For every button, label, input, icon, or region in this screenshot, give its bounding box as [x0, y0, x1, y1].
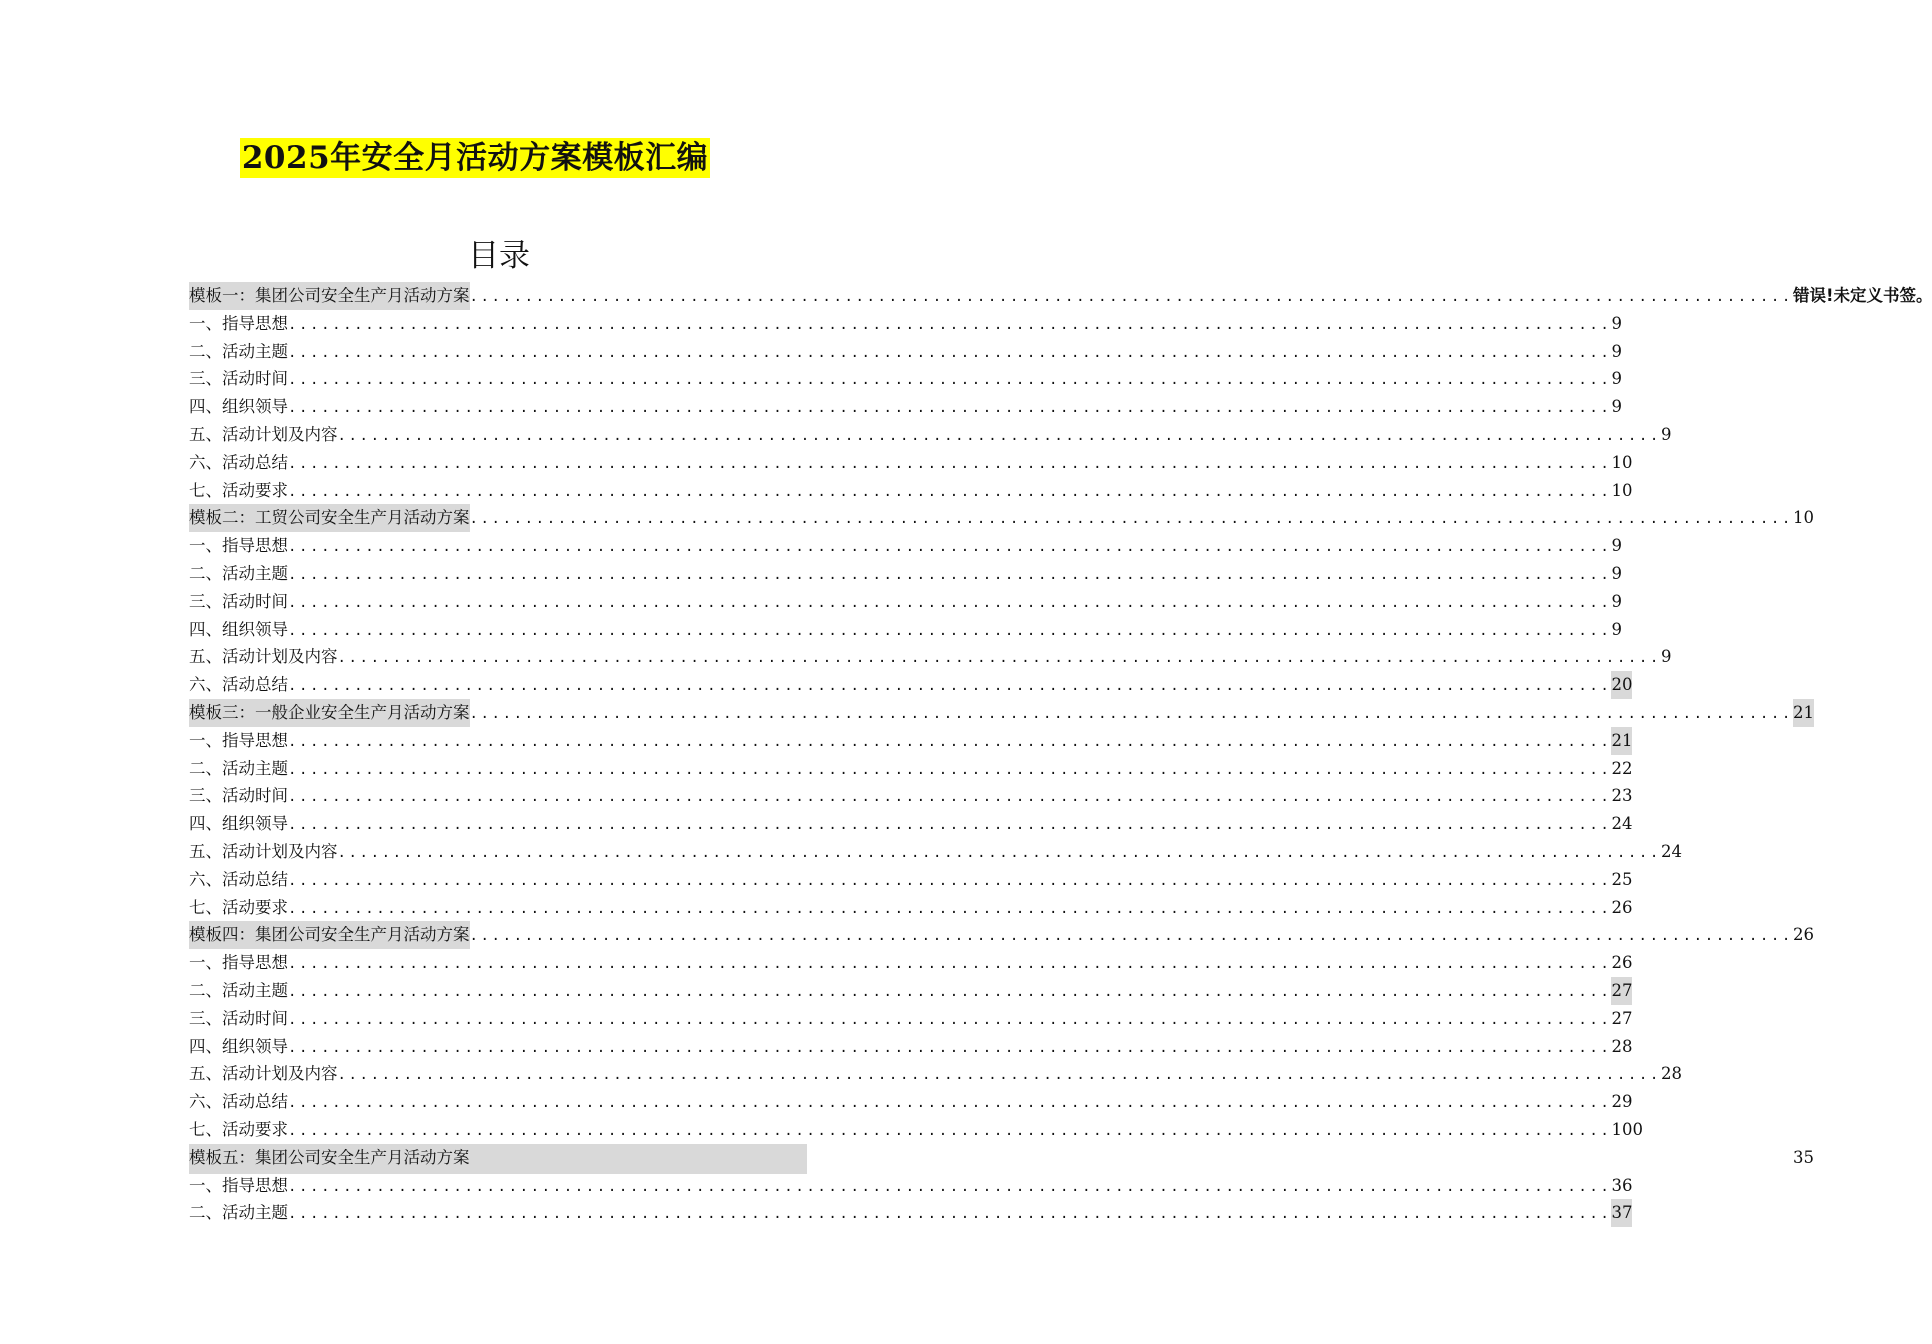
toc-section-entry[interactable]	[189, 282, 1932, 310]
toc-entry-page: 27	[1611, 1008, 1633, 1028]
toc-section-entry[interactable]	[189, 921, 1814, 949]
toc-entry[interactable]	[189, 1005, 1633, 1033]
toc-leader-dots: ........................................................................................................................	[288, 1095, 1612, 1112]
toc-entry-label: 模板二：工贸公司安全生产月活动方案	[189, 504, 470, 532]
toc-entry[interactable]	[189, 477, 1633, 505]
toc-entry-label: 模板四：集团公司安全生产月活动方案	[189, 921, 470, 949]
toc-entry[interactable]	[189, 560, 1622, 588]
toc-entry[interactable]	[189, 810, 1633, 838]
toc-entry-page: 37	[1611, 1199, 1632, 1227]
toc-leader-dots: ........................................................................................................................	[288, 1178, 1612, 1195]
toc-leader-dots	[470, 1146, 1793, 1174]
toc-leader-dots: ........................................................................................................................	[337, 1067, 1661, 1084]
toc-entry-page: 9	[1611, 619, 1622, 639]
toc-entry-label: 一、指导思想	[189, 536, 288, 556]
toc-leader-dots: ........................................................................................................................	[288, 1039, 1612, 1056]
toc-leader-dots: ........................................................................................................................	[288, 455, 1612, 472]
toc-entry-label: 五、活动计划及内容	[189, 841, 338, 861]
toc-entry-label: 三、活动时间	[189, 1008, 288, 1028]
toc-leader-dots: ........................................................................................................................	[469, 928, 1793, 945]
toc-leader-dots: ........................................................................................................................	[288, 622, 1612, 639]
toc-entry-page: 9	[1611, 591, 1622, 611]
toc-entry-label: 五、活动计划及内容	[189, 647, 338, 667]
toc-entry-page: 26	[1792, 925, 1814, 945]
toc-entry-label: 六、活动总结	[189, 869, 288, 889]
toc-entry[interactable]	[189, 393, 1622, 421]
toc-entry-page: 21	[1793, 699, 1814, 727]
toc-entry-label: 七、活动要求	[189, 1119, 288, 1139]
toc-leader-dots: ........................................................................................................................	[337, 844, 1661, 861]
toc-entry-page: 35	[1792, 1147, 1814, 1167]
toc-entry[interactable]	[189, 977, 1633, 1005]
toc-entry-page: 23	[1611, 786, 1633, 806]
toc-entry-page: 100	[1611, 1119, 1643, 1139]
toc-entry[interactable]	[189, 643, 1672, 671]
toc-leader-dots: ........................................................................................................................	[288, 566, 1612, 583]
toc-entry-page: 9	[1611, 563, 1622, 583]
toc-entry[interactable]	[189, 616, 1622, 644]
toc-leader-dots: ........................................................................................................................	[288, 761, 1612, 778]
toc-entry[interactable]	[189, 838, 1682, 866]
toc-entry-page: 28	[1660, 1064, 1682, 1084]
toc-entry[interactable]	[189, 1033, 1633, 1061]
toc-entry[interactable]	[189, 894, 1633, 922]
toc-entry-page: 27	[1611, 977, 1632, 1005]
toc-entry-label: 七、活动要求	[189, 897, 288, 917]
toc-entry[interactable]	[189, 1088, 1633, 1116]
toc-entry[interactable]	[189, 1172, 1633, 1200]
toc-entry-label: 一、指导思想	[189, 313, 288, 333]
table-of-contents	[189, 282, 1932, 1227]
toc-leader-dots: ........................................................................................................................	[288, 1011, 1612, 1028]
toc-entry[interactable]	[189, 338, 1622, 366]
toc-entry-page: 9	[1611, 397, 1622, 417]
toc-leader-dots: ........................................................................................................................	[288, 594, 1612, 611]
toc-entry[interactable]	[189, 671, 1633, 699]
toc-entry[interactable]	[189, 1116, 1643, 1144]
toc-section-entry[interactable]	[189, 504, 1814, 532]
toc-entry-label: 三、活动时间	[189, 786, 288, 806]
toc-entry-label: 模板五：集团公司安全生产月活动方案	[189, 1144, 470, 1172]
toc-entry-label: 一、指导思想	[189, 730, 288, 750]
toc-leader-dots: ........................................................................................................................	[337, 427, 1661, 444]
toc-entry[interactable]	[189, 532, 1622, 560]
toc-entry-page: 9	[1660, 424, 1672, 444]
toc-entry-label: 一、指导思想	[189, 1175, 288, 1195]
toc-entry-label: 四、组织领导	[189, 1036, 288, 1056]
toc-entry-page: 9	[1611, 369, 1622, 389]
toc-entry-label: 二、活动主题	[189, 758, 288, 778]
toc-leader-dots: ........................................................................................................................	[288, 344, 1612, 361]
toc-entry[interactable]	[189, 949, 1633, 977]
document-title: 2025年安全月活动方案模板汇编	[241, 140, 709, 176]
toc-leader-dots: ........................................................................................................................	[288, 817, 1612, 834]
toc-entry-page: 9	[1611, 341, 1622, 361]
toc-entry-label: 三、活动时间	[189, 591, 288, 611]
toc-entry-page: 26	[1611, 897, 1633, 917]
toc-leader-dots: ........................................................................................................................	[469, 511, 1793, 528]
toc-leader-dots: ........................................................................................................................	[288, 678, 1612, 695]
toc-section-entry[interactable]	[189, 1144, 1814, 1172]
toc-leader-dots: ........................................................................................................................	[288, 872, 1612, 889]
toc-entry-label: 二、活动主题	[189, 980, 288, 1000]
document-title-container	[0, 138, 950, 178]
toc-entry[interactable]	[189, 310, 1622, 338]
toc-leader-dots: ........................................................................................................................	[288, 400, 1612, 417]
toc-entry-label: 六、活动总结	[189, 1092, 288, 1112]
toc-entry-page: 29	[1611, 1092, 1633, 1112]
toc-entry[interactable]	[189, 1199, 1633, 1227]
toc-entry[interactable]	[189, 421, 1672, 449]
toc-entry[interactable]	[189, 866, 1633, 894]
toc-entry-page: 错误!未定义书签。	[1792, 286, 1932, 305]
toc-entry-label: 模板三：一般企业安全生产月活动方案	[189, 699, 470, 727]
toc-entry-page: 20	[1611, 671, 1632, 699]
toc-entry-label: 四、组织领导	[189, 619, 288, 639]
toc-leader-dots: ........................................................................................................................	[288, 733, 1612, 750]
toc-leader-dots: ........................................................................................................................	[288, 900, 1612, 917]
toc-entry[interactable]	[189, 588, 1622, 616]
toc-entry-label: 二、活动主题	[189, 1203, 288, 1223]
toc-leader-dots: ........................................................................................................................	[288, 956, 1612, 973]
toc-leader-dots: ........................................................................................................................	[288, 1122, 1612, 1139]
toc-entry-page: 10	[1611, 480, 1633, 500]
toc-entry-page: 9	[1660, 647, 1672, 667]
toc-leader-dots: ........................................................................................................................	[288, 1206, 1612, 1223]
toc-entry[interactable]	[189, 782, 1633, 810]
toc-entry-label: 四、组织领导	[189, 814, 288, 834]
toc-entry-page: 9	[1611, 536, 1622, 556]
toc-entry-page: 24	[1660, 841, 1682, 861]
toc-entry-page: 24	[1611, 814, 1633, 834]
toc-entry-page: 26	[1611, 953, 1633, 973]
toc-entry-label: 二、活动主题	[189, 563, 288, 583]
toc-section-entry[interactable]	[189, 699, 1814, 727]
toc-leader-dots: ........................................................................................................................	[469, 705, 1793, 722]
toc-entry-label: 六、活动总结	[189, 452, 288, 472]
toc-entry-page: 10	[1611, 452, 1633, 472]
toc-entry-page: 25	[1611, 869, 1633, 889]
toc-heading: 目录	[468, 238, 530, 274]
toc-leader-dots: ........................................................................................................................	[288, 983, 1612, 1000]
toc-entry-page: 36	[1611, 1175, 1633, 1195]
toc-leader-dots: ........................................................................................................................	[469, 289, 1793, 305]
toc-entry-label: 四、组织领导	[189, 397, 288, 417]
toc-entry-page: 22	[1611, 758, 1633, 778]
toc-entry-page: 10	[1792, 508, 1814, 528]
toc-leader-dots: ........................................................................................................................	[337, 650, 1661, 667]
toc-entry-page: 21	[1611, 727, 1632, 755]
toc-entry-label: 六、活动总结	[189, 675, 288, 695]
toc-entry[interactable]	[189, 755, 1633, 783]
toc-leader-dots: ........................................................................................................................	[288, 316, 1612, 333]
toc-entry-label: 一、指导思想	[189, 953, 288, 973]
toc-entry-label: 三、活动时间	[189, 369, 288, 389]
toc-entry[interactable]	[189, 365, 1622, 393]
toc-entry-label: 五、活动计划及内容	[189, 1064, 338, 1084]
toc-entry-label: 模板一：集团公司安全生产月活动方案	[189, 282, 470, 310]
toc-entry[interactable]	[189, 449, 1633, 477]
toc-entry-page: 28	[1611, 1036, 1633, 1056]
toc-leader-dots: ........................................................................................................................	[288, 789, 1612, 806]
toc-leader-dots: ........................................................................................................................	[288, 372, 1612, 389]
toc-entry[interactable]	[189, 727, 1633, 755]
toc-entry-label: 五、活动计划及内容	[189, 424, 338, 444]
toc-leader-dots: ........................................................................................................................	[288, 483, 1612, 500]
toc-leader-dots: ........................................................................................................................	[288, 539, 1612, 556]
toc-entry-page: 9	[1611, 313, 1622, 333]
toc-entry[interactable]	[189, 1060, 1682, 1088]
toc-entry-label: 二、活动主题	[189, 341, 288, 361]
toc-entry-label: 七、活动要求	[189, 480, 288, 500]
